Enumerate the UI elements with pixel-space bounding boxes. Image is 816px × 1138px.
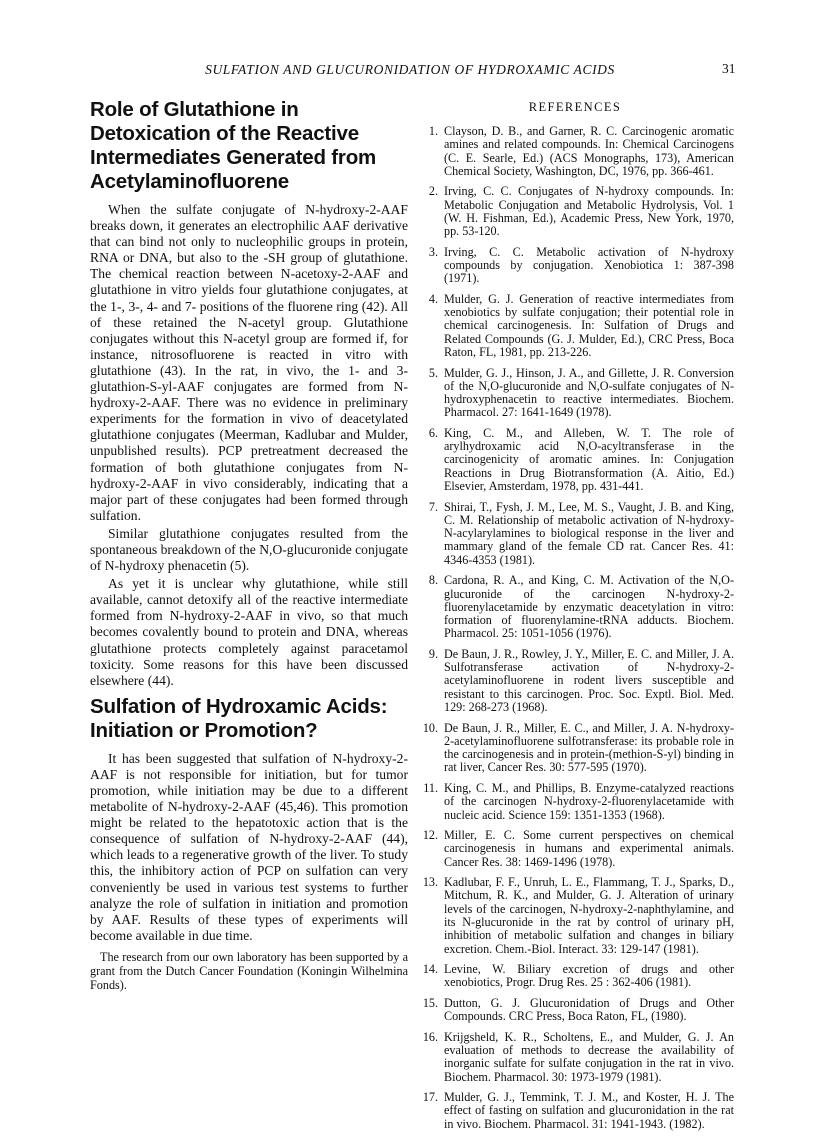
reference-item <box>416 1031 734 1084</box>
reference-number: 14. <box>422 962 438 977</box>
reference-number: 11. <box>423 780 438 795</box>
reference-number: 16. <box>422 1029 438 1044</box>
reference-number: 9. <box>428 646 438 661</box>
reference-text: Miller, E. C. Some current perspectives on chemical carcinogenesis in humans and experimental animals. Cancer Res. 38: 1469-1496 (1978). <box>444 828 734 869</box>
reference-text: Shirai, T., Fysh, J. M., Lee, M. S., Vaught, J. B. and King, C. M. Relationship of metabolic activation of N-hydroxy-N-acylarylamines to biological response in the liver and mammary gland of the female CD rat. Cancer Res. 41: 4346-4353 (1981). <box>444 499 734 567</box>
reference-item <box>416 722 734 775</box>
reference-number: 10. <box>422 720 438 735</box>
reference-text: Kadlubar, F. F., Unruh, L. E., Flammang, T. J., Sparks, D., Mitchum, R. K., and Mulder, G. J. Alteration of urinary levels of the carcinogen, N-hydroxy-2-naphthylamine, and its N-glucuronide in the rat by control of urinary pH, inhibition of metabolic sulfation and changes in biliary excretion. Chem.-Biol. Interact. 33: 129-147 (1981). <box>444 875 734 956</box>
reference-text: King, C. M., and Phillips, B. Enzyme-catalyzed reactions of the carcinogen N-hydroxy-2-fluorenylacetamide with nucleic acid. Science 159: 1351-1353 (1968). <box>444 780 734 822</box>
reference-text: Irving, C. C. Conjugates of N-hydroxy compounds. In: Metabolic Conjugation and Metabolic Hydrolysis, Vol. 1 (W. H. Fishman, Ed.), Academic Press, New York, 1970, pp. 53-120. <box>444 184 734 239</box>
reference-number: 15. <box>422 995 438 1010</box>
reference-item <box>416 963 734 990</box>
reference-item <box>416 574 734 640</box>
reference-number: 2. <box>428 184 438 199</box>
reference-item <box>416 648 734 714</box>
running-header: SULFATION AND GLUCURONIDATION OF HYDROXAMIC ACIDS <box>205 62 615 77</box>
reference-item <box>416 876 734 956</box>
reference-text: De Baun, J. R., Miller, E. C., and Miller, J. A. N-hydroxy-2-acetylaminofluorene sulfotransferase: its probable role in the carcinogenesis and in protein-(methion-S-yl) binding in rat liver, Cancer Res. 30: 577-595 (1970). <box>444 720 734 775</box>
reference-item <box>416 427 734 493</box>
left-column <box>90 98 408 992</box>
reference-text: Levine, W. Biliary excretion of drugs and other xenobiotics, Progr. Drug Res. 25 : 362-406 (1981). <box>444 962 734 990</box>
reference-text: Clayson, D. B., and Garner, R. C. Carcinogenic aromatic amines and related compounds. In: Chemical Carcinogens (C. E. Searle, Ed.) (ACS Monographs, 173), American Chemical Society, Washington, DC, 1976, pp. 366-461. <box>444 124 734 178</box>
reference-item <box>416 246 734 286</box>
reference-text: Mulder, G. J., Temmink, T. J. M., and Koster, H. J. The effect of fasting on sulfation and glucuronidation in the rat in vivo. Biochem. Pharmacol. 31: 1941-1943. (1982). <box>444 1090 734 1131</box>
section-heading-sulfation: Sulfation of Hydroxamic Acids: Initiation or Promotion? <box>90 694 388 742</box>
reference-item <box>416 782 734 822</box>
reference-number: 12. <box>422 828 438 843</box>
reference-list <box>416 125 734 1131</box>
reference-text: Mulder, G. J. Generation of reactive intermediates from xenobiotics by sulfate conjugation; their potential role in chemical carcinogenesis. In: Sulfation of Drugs and Related Compounds (G. J. Mulder, Ed.), CRC Press, Boca Raton, FL, 1981, pp. 213-226. <box>444 291 734 360</box>
reference-number: 4. <box>428 291 438 306</box>
reference-text: De Baun, J. R., Rowley, J. Y., Miller, E. C. and Miller, J. A. Sulfotransferase activation of N-hydroxy-2-acetylaminofluorene in rodent livers susceptible and resistant to this carcinogen. Proc. Soc. Exptl. Biol. Med. 129: 268-273 (1968). <box>444 646 734 715</box>
reference-item <box>416 125 734 178</box>
reference-item <box>416 997 734 1024</box>
reference-item <box>416 293 734 359</box>
reference-text: Dutton, G. J. Glucuronidation of Drugs and Other Compounds. CRC Press, Boca Raton, FL, (1980). <box>444 995 734 1024</box>
body-paragraph: As yet it is unclear why glutathione, while still available, cannot detoxify all of the reactive intermediate formed from N-hydroxy-2-AAF in vivo, so that much becomes covalently bound to protein and DNA, whereas glutathione protects completely against paracetamol toxicity. Some reasons for this have been discussed elsewhere (44). <box>90 576 408 688</box>
reference-number: 6. <box>428 425 438 440</box>
reference-number: 8. <box>428 573 438 588</box>
reference-item <box>416 367 734 420</box>
body-paragraph: Similar glutathione conjugates resulted from the spontaneous breakdown of the N,O-glucuronide conjugate of N-hydroxy phenacetin (5). <box>90 525 408 574</box>
reference-text: Irving, C. C. Metabolic activation of N-hydroxy compounds by conjugation. Xenobiotica 1: 387-398 (1971). <box>444 244 734 286</box>
reference-number: 3. <box>428 244 438 259</box>
reference-number: 7. <box>428 499 438 514</box>
reference-text: Krijgsheld, K. R., Scholtens, E., and Mulder, G. J. An evaluation of methods to decrease the availability of inorganic sulfate for sulfate conjugation in the rat in vivo. Biochem. Pharmacol. 30: 1973-1979 (1981). <box>444 1029 734 1084</box>
acknowledgement-note: The research from our own laboratory has been supported by a grant from the Dutch Cancer Foundation (Koningin Wilhelmina Fonds). <box>90 949 408 992</box>
reference-text: Cardona, R. A., and King, C. M. Activation of the N,O-glucuronide of the carcinogen N-hydroxy-2-fluorenylacetamide by enzymatic deacetylation in vitro: formation of fluorenylamine-tRNA adducts. Biochem. Pharmacol. 25: 1051-1056 (1976). <box>444 573 734 641</box>
reference-item <box>416 1091 734 1131</box>
reference-number: 17. <box>422 1090 438 1104</box>
references-column <box>416 100 734 1138</box>
page-number: 31 <box>722 61 736 76</box>
reference-item <box>416 501 734 567</box>
reference-item <box>416 829 734 869</box>
references-title: REFERENCES <box>528 100 622 114</box>
body-paragraph: It has been suggested that sulfation of N-hydroxy-2-AAF is not responsible for initiation, but for tumor promotion, while initiation may be due to a different metabolite of N-hydroxy-2-AAF (45,46). This promotion might be related to the hepatotoxic action that is the consequence of sulfation of N-hydroxy-2-AAF (44), which leads to a regenerative growth of the liver. To study this, the inhibitory action of PCP on sulfation can very conveniently be used in various test systems to further analyze the role of sulfation in initiation and promotion by AAF. Results of these types of experiments will become available in due time. <box>90 750 408 943</box>
reference-number: 5. <box>428 365 438 380</box>
reference-text: King, C. M., and Alleben, W. T. The role of arylhydroxamic acid N,O-acyltransferase in the carcinogenicity of aromatic amines. In: Conjugation Reactions in Drug Biotransformation (A. Aitio, Ed.) Elsevier, Amsterdam, 1978, pp. 431-441. <box>444 425 734 494</box>
section-heading-glutathione: Role of Glutathione in Detoxication of the Reactive Intermediates Generated from Acetylaminofluorene <box>90 98 377 193</box>
reference-text: Mulder, G. J., Hinson, J. A., and Gillette, J. R. Conversion of the N,O-glucuronide and N,O-sulfate conjugates of N-hydroxyphenacetin to reactive intermediates. Biochem. Pharmacol. 27: 1641-1649 (1978). <box>444 365 734 420</box>
reference-item <box>416 185 734 238</box>
reference-number: 1. <box>428 124 438 138</box>
body-paragraph: When the sulfate conjugate of N-hydroxy-2-AAF breaks down, it generates an electrophilic AAF derivative that can bind not only to nucleophilic groups in protein, RNA or DNA, but also to the -SH group of glutathione. The chemical reaction between N-acetoxy-2-AAF and glutathione in vitro yields four glutathione conjugates, at the 1-, 3-, 4- and 7- positions of the fluorene ring (42). All of these retained the N-acetyl group. Glutathione conjugates without this N-acetyl group are formed if, for instance, nitrosofluorene is reacted in vitro with glutathione (43). In the rat, in vivo, the 1- and 3-glutathion-S-yl-AAF conjugates are formed from N-hydroxy-2-AAF. There was no evidence in preliminary experiments for the formation in vivo of deacetylated glutathione conjugates (Meerman, Kadlubar and Mulder, unpublished results). PCP pretreatment decreased the formation of both glutathione conjugates from N-hydroxy-2-AAF in vivo considerably, indicating that a major part of these conjugates had been formed through sulfation. <box>90 202 408 523</box>
reference-number: 13. <box>422 875 438 890</box>
